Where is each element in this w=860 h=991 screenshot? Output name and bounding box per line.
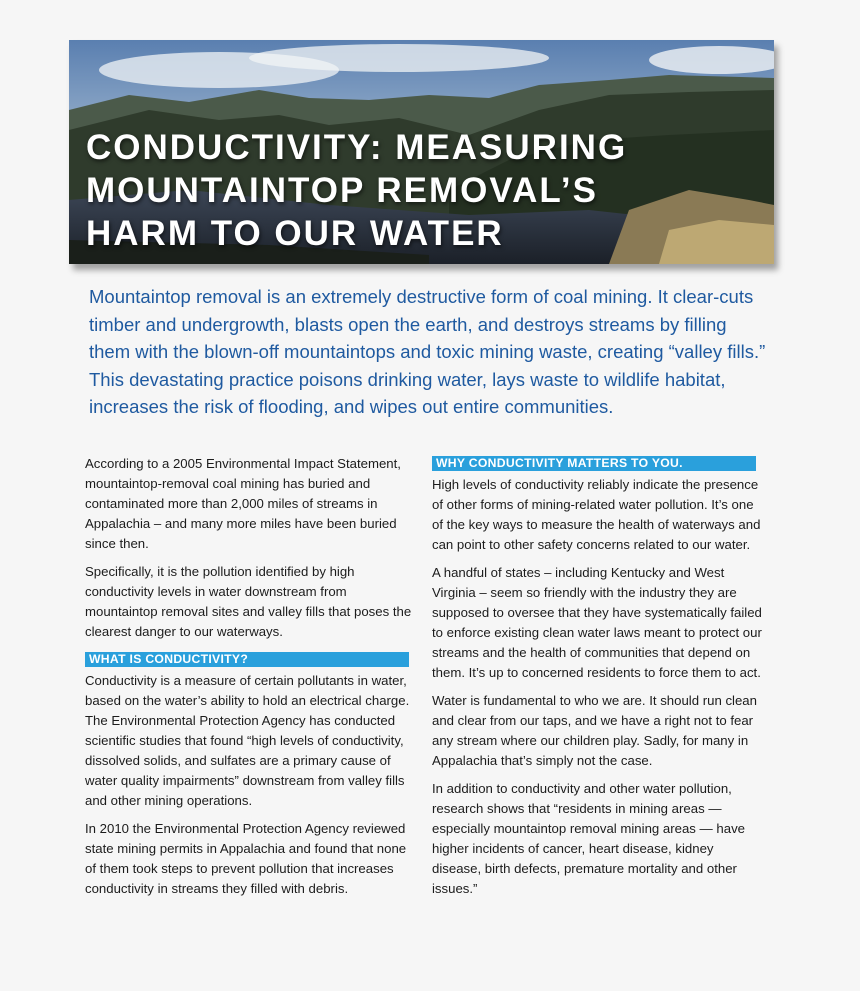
title-line-2: MOUNTAINTOP REMOVAL’S [86,171,598,210]
section-heading-what-is-conductivity: WHAT IS CONDUCTIVITY? [85,652,409,667]
intro-paragraph: Mountaintop removal is an extremely destructive form of coal mining. It clear-cuts timber and undergrowth, blasts open the earth, and destroys streams by filling them with the blown-off mountaintops and toxic mining waste, creating “valley fills.” This devastating practice poisons drinking water, lays waste to wildlife habitat, increases the risk of flooding, and wipes out entire communities. [89,286,766,417]
left-paragraph-4: In 2010 the Environmental Protection Agency reviewed state mining permits in Appalachia and found that none of them took steps to prevent pollution that increases conductivity in streams they filled with debris. [85,821,407,896]
right-paragraph-2: A handful of states – including Kentucky and West Virginia – seem so friendly with the industry they are supposed to oversee that they have systematically failed to enforce existing clean water laws meant to protect our streams and the health of communities that depend on them. It’s up to concerned residents to force them to act. [432,565,762,680]
right-paragraph-1: High levels of conductivity reliably indicate the presence of other forms of mining-related water pollution. It’s one of the key ways to measure the health of waterways and can point to other safety concerns related to our water. [432,477,761,552]
right-paragraph-3: Water is fundamental to who we are. It should run clean and clear from our taps, and we have a right not to fear any stream where our children play. Sadly, for many in Appalachia that’s simply not the case. [432,693,757,768]
left-paragraph-1: According to a 2005 Environmental Impact Statement, mountaintop-removal coal mining has buried and contaminated more than 2,000 miles of streams in Appalachia – and many more miles have been buried since then. [85,456,401,551]
title-line-1: CONDUCTIVITY: MEASURING [86,128,628,167]
title-line-3: HARM TO OUR WATER [86,214,504,253]
hero-banner [69,40,774,264]
right-paragraph-4: In addition to conductivity and other water pollution, research shows that “residents in mining areas — especially mountaintop removal mining areas — have higher incidents of cancer, heart disease, kidney disease, birth defects, premature mortality and other issues.” [432,781,745,896]
left-paragraph-3: Conductivity is a measure of certain pollutants in water, based on the water’s ability to hold an electrical charge. The Environmental Protection Agency has conducted scientific studies that found “high levels of conductivity, dissolved solids, and sulfates are a primary cause of water quality impairments” downstream from valley fills and other mining operations. [85,673,410,808]
section-heading-why-conductivity-matters: WHY CONDUCTIVITY MATTERS TO YOU. [432,456,756,471]
left-column [85,454,415,907]
page-title [86,126,627,255]
left-paragraph-2: Specifically, it is the pollution identified by high conductivity levels in water downstream from mountaintop removal sites and valley fills that poses the clearest danger to our waterways. [85,564,412,639]
right-column [432,454,762,907]
